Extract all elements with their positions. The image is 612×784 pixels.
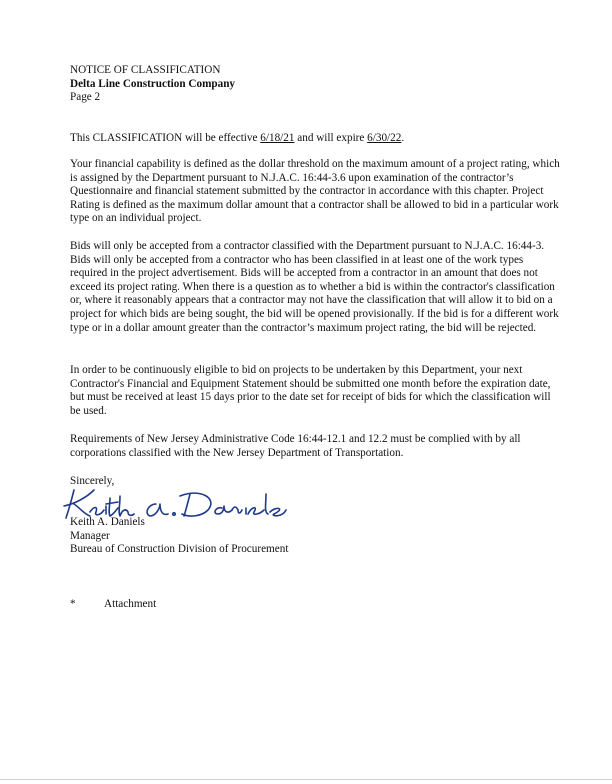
signer-department: Bureau of Construction Division of Procurement — [70, 543, 289, 556]
attachment-marker: * — [70, 598, 76, 610]
signature-strokes — [64, 490, 286, 518]
effective-prefix: This CLASSIFICATION will be effective — [70, 132, 261, 144]
company-name: Delta Line Construction Company — [70, 77, 236, 90]
effective-start-date: 6/18/21 — [260, 132, 295, 144]
paragraph-financial-capability: Your financial capability is defined as the dollar threshold on the maximum amount of a project rating, which is assigned by the Department pursuant to N.J.A.C. 16:44-3.6 upon examination of the contractor’s Questionnaire and financial statement submitted by the contractor in accordance with this chapter. Project Rating is defined as the maximum dollar amount that a contractor shall be allowed to bid in a particular work type on an individual project. — [70, 158, 560, 225]
paragraph-requirements: Requirements of New Jersey Administrative Code 16:44-12.1 and 12.2 must be complied with by all corporations classified with the New Jersey Department of Transportation. — [70, 433, 521, 459]
notice-title: NOTICE OF CLASSIFICATION — [70, 64, 221, 76]
paragraph-bids: Bids will only be accepted from a contractor classified with the Department pursuant to N.J.A.C. 16:44-3. Bids will only be accepted from a contractor who has been classified in at least one of the work types required in the project advertisement. Bids will be accepted from a contractor in an amount that does not exceed its project rating. When there is a question as to whether a bid is within the contractor's classification or, where it reasonably appears that a contractor may not have the classification that will allow it to bid on a project for which bids are being sought, the bid will be opened provisionally. If the bid is for a different work type or in a dollar amount greater than the contractor’s maximum project rating, the bid will be rejected. — [70, 240, 559, 334]
paragraph-eligibility: In order to be continuously eligible to bid on projects to be undertaken by this Department, your next Contractor's Financial and Equipment Statement should be submitted one month before the expiration date, but must be received at least 15 days prior to the date set for receipt of bids for which the classification will be used. — [70, 364, 551, 417]
effective-middle: and will expire — [294, 132, 368, 144]
effective-dates — [70, 132, 560, 146]
attachment-line — [70, 598, 156, 612]
signer-title: Manager — [70, 529, 110, 542]
signer-block — [70, 516, 560, 557]
salutation: Sincerely, — [70, 475, 115, 487]
signer-name: Keith A. Daniels — [70, 516, 145, 528]
attachment-label: Attachment — [104, 598, 157, 610]
effective-suffix: . — [401, 132, 405, 144]
page-bottom-edge — [0, 779, 612, 780]
letter-header — [70, 64, 560, 105]
page-number: Page 2 — [70, 91, 101, 104]
effective-end-date: 6/30/22 — [367, 132, 402, 144]
